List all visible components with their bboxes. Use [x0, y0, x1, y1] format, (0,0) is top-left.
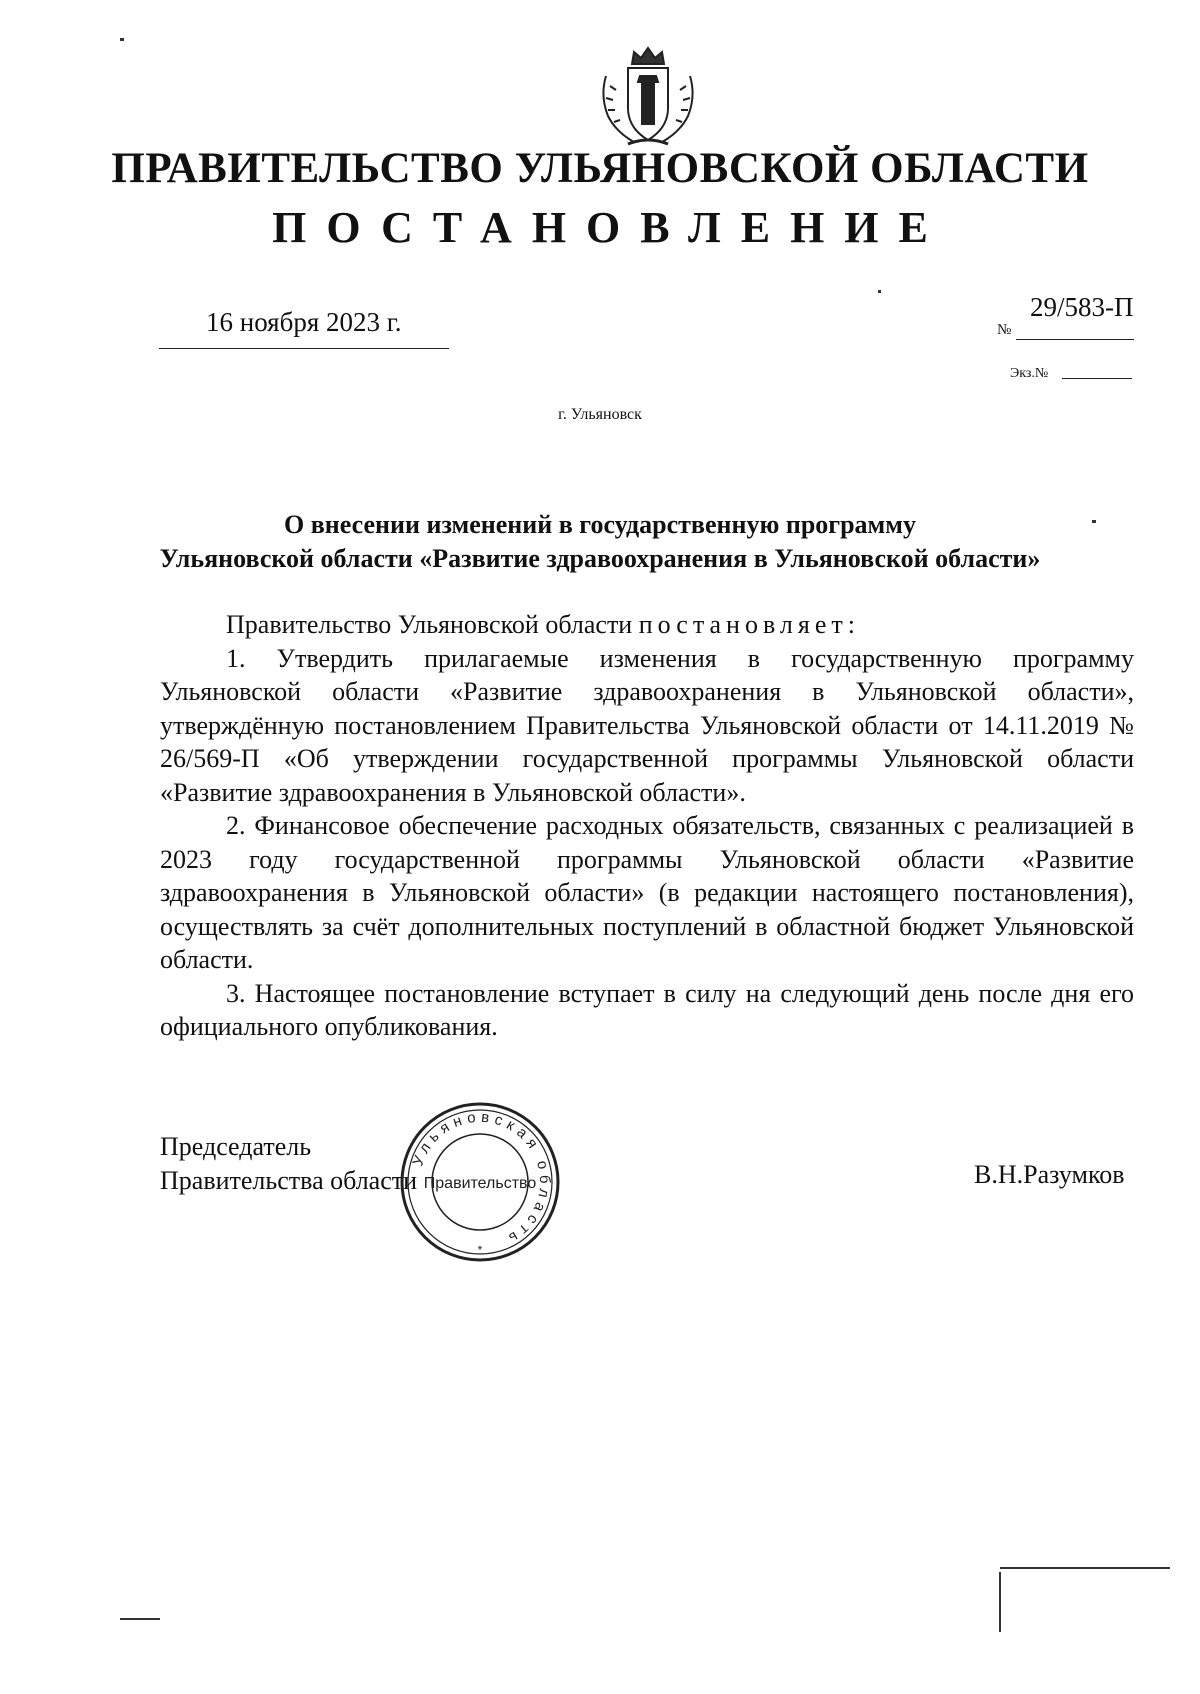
document-title	[140, 508, 1060, 576]
svg-text:*: *	[477, 1243, 483, 1257]
organization-name: ПРАВИТЕЛЬСТВО УЛЬЯНОВСКОЙ ОБЛАСТИ	[111, 145, 1089, 192]
item-1: 1. Утвердить прилагаемые изменения в государственную программу Ульяновской области «Развитие здравоохранения в Ульяновской области», утверждённую постановлением Правительства Ульяновской области от 14.11.2019 № 26/569-П «Об утверждении государственной программы Ульяновской области «Развитие здравоохранения в Ульяновской области».	[160, 643, 1134, 807]
document-type: ПОСТАНОВЛЕНИЕ	[272, 203, 948, 252]
official-seal-stamp	[396, 1098, 564, 1266]
title-line-2: Ульяновской области «Развитие здравоохранения в Ульяновской области»	[159, 544, 1041, 573]
signatory-title-line-1: Председатель	[160, 1132, 312, 1161]
preamble-verb: постановляет:	[638, 610, 860, 639]
number-sign: №	[997, 322, 1012, 338]
signatory-title	[160, 1130, 417, 1198]
title-line-1: О внесении изменений в государственную программу	[284, 510, 916, 539]
preamble	[160, 608, 1134, 642]
city: г. Ульяновск	[558, 406, 642, 423]
copy-number-label: Экз.№	[1010, 366, 1049, 381]
number-underline	[1016, 339, 1134, 340]
date-underline	[159, 348, 449, 349]
item-2: 2. Финансовое обеспечение расходных обязательств, связанных с реализацией в 2023 году государственной программы Ульяновской области «Развитие здравоохранения в Ульяновской области» (в редакции настоящего постановления), осуществлять за счёт дополнительных поступлений в областной бюджет Ульяновской области.	[160, 811, 1134, 974]
coat-of-arms-icon	[594, 46, 702, 150]
scan-speck	[878, 290, 881, 293]
signatory-name: В.Н.Разумков	[974, 1160, 1125, 1189]
svg-text:Правительство: Правительство	[423, 1175, 537, 1192]
scan-speck	[1092, 520, 1096, 523]
scan-speck	[120, 38, 124, 41]
document-number: 29/583-П	[1030, 292, 1134, 322]
copy-number-underline	[1062, 378, 1132, 379]
preamble-text: Правительство Ульяновской области	[226, 610, 639, 639]
scan-speck	[120, 1618, 160, 1620]
scan-speck	[1000, 1567, 1170, 1569]
item-3: 3. Настоящее постановление вступает в силу на следующий день после дня его официального опубликования.	[160, 978, 1134, 1041]
document-body	[160, 608, 1134, 1044]
signatory-title-line-2: Правительства области	[160, 1166, 418, 1195]
scan-speck	[999, 1572, 1001, 1632]
document-date: 16 ноября 2023 г.	[206, 307, 402, 337]
svg-text:Ульяновская область: Ульяновская область	[409, 1108, 554, 1249]
